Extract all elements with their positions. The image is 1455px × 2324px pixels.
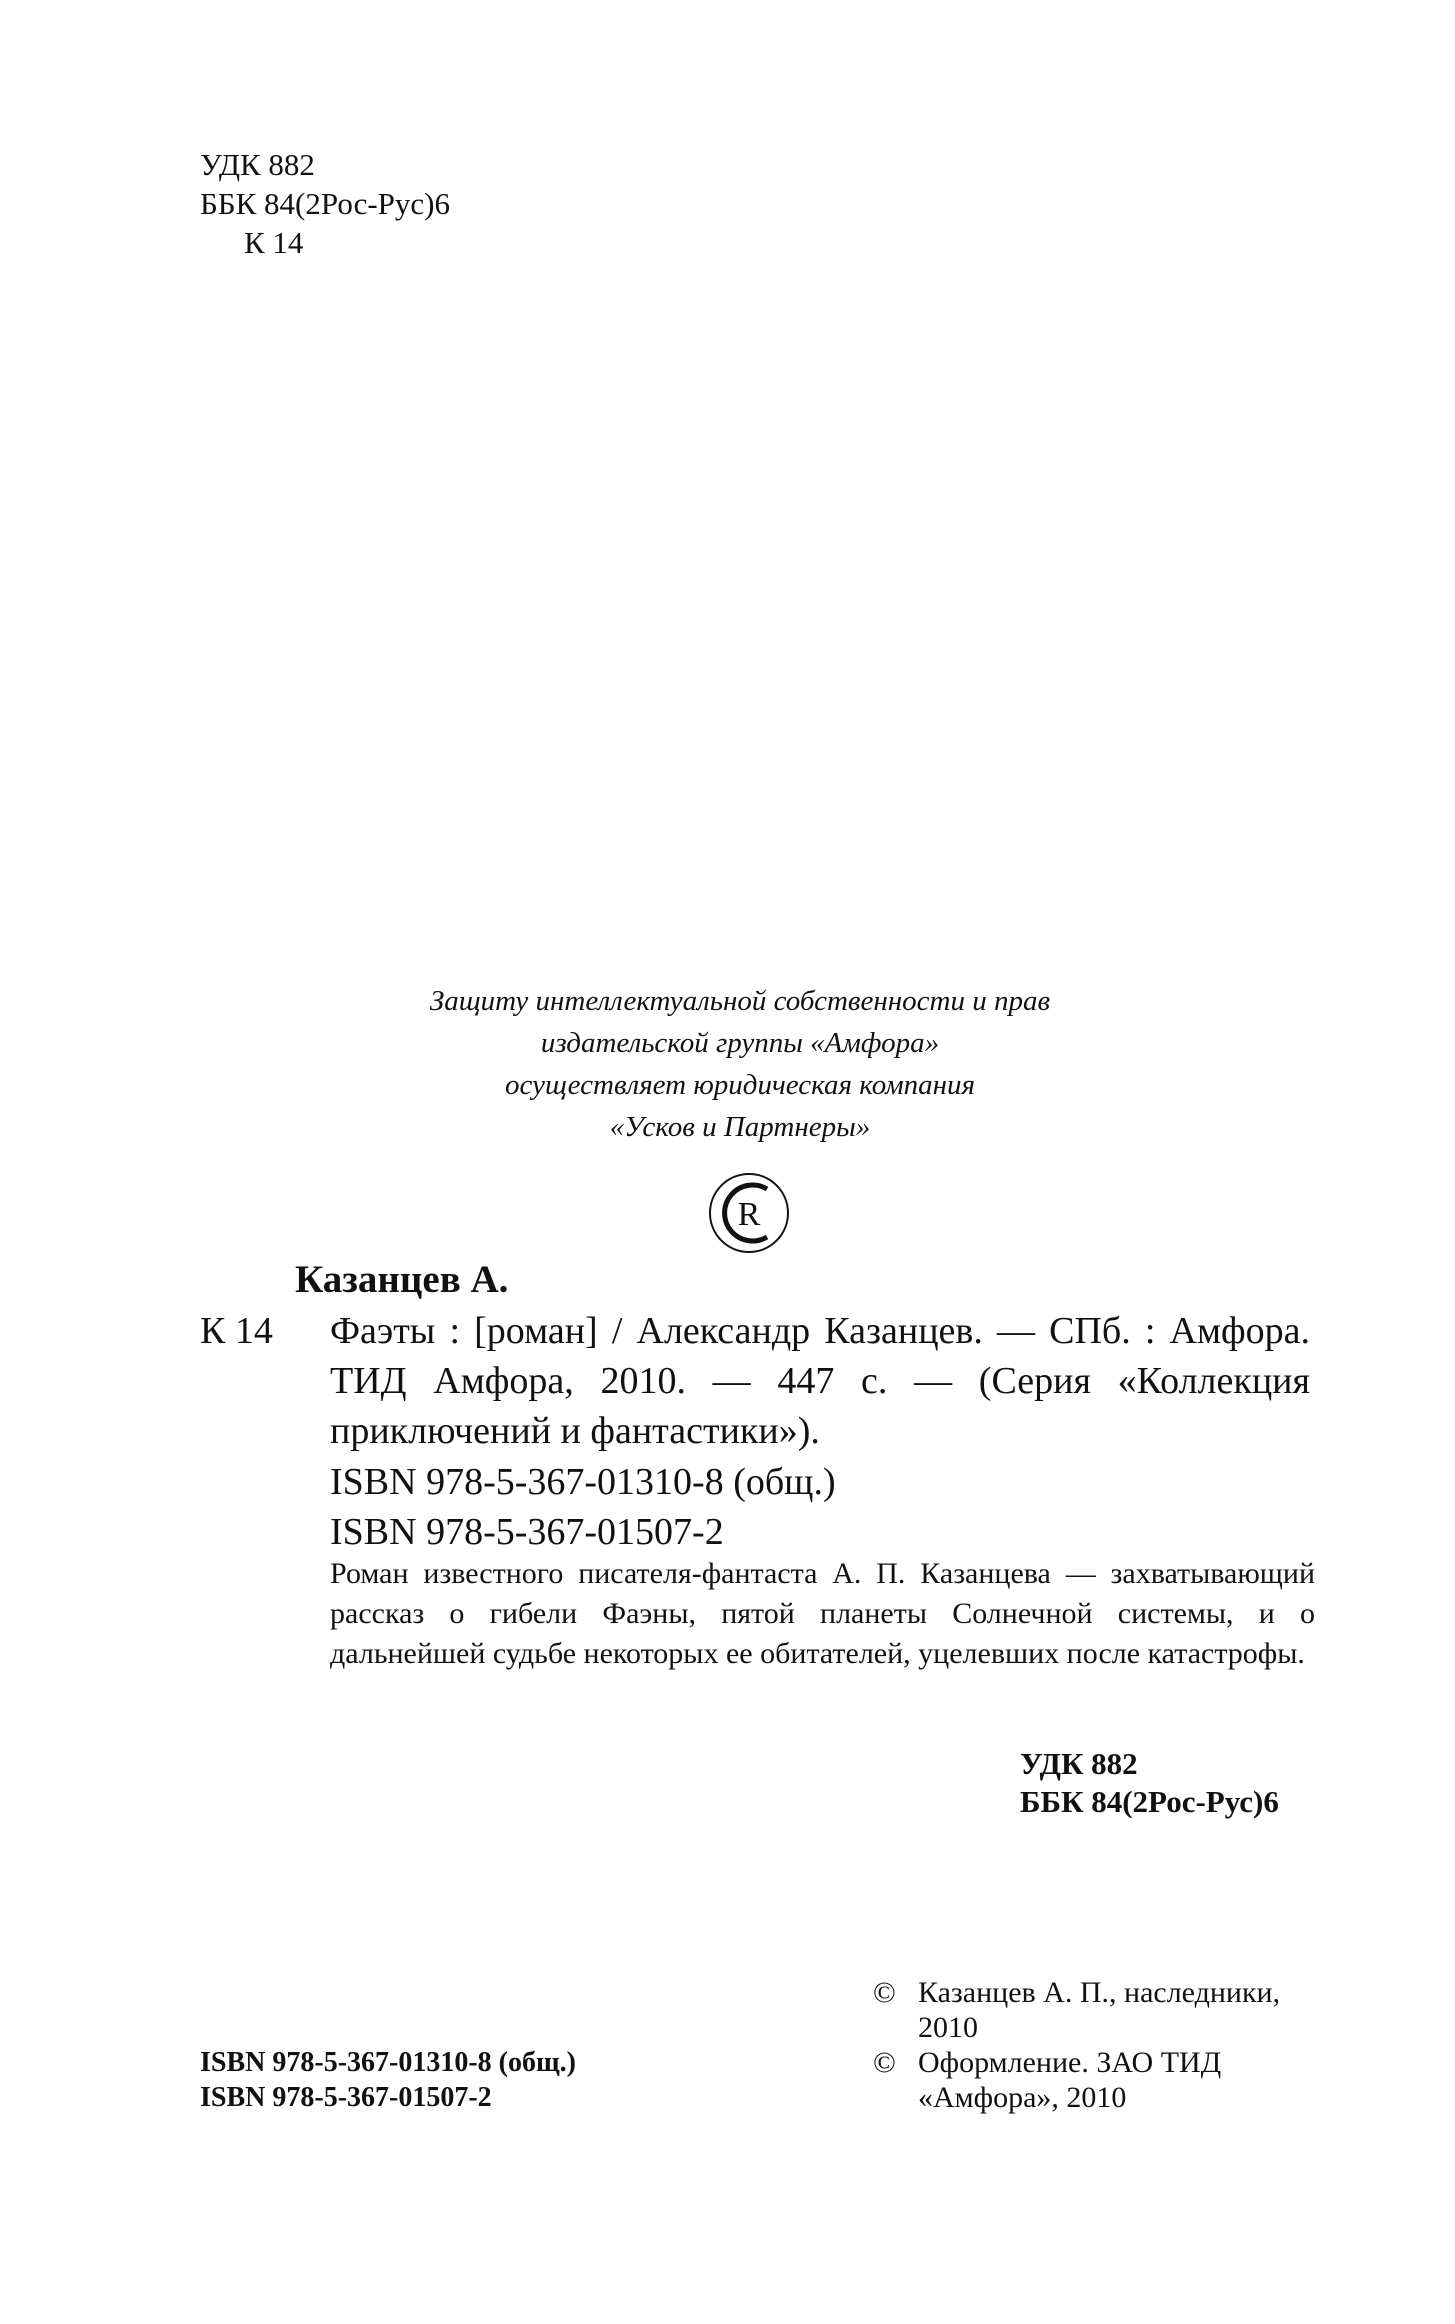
classification-top xyxy=(200,145,450,262)
legal-line-2: издательской группы «Амфора» xyxy=(540,1027,940,1059)
legal-line-4: «Усков и Партнеры» xyxy=(609,1111,871,1143)
footer-isbn-volume: ISBN 978-5-367-01507-2 xyxy=(200,2082,492,2113)
bbk-code-bottom: ББК 84(2Рос-Рус)6 xyxy=(1020,1784,1279,1819)
footer-isbn-general: ISBN 978-5-367-01310-8 (общ.) xyxy=(200,2047,576,2078)
copyright-block xyxy=(873,1975,1323,2115)
copyright-symbol: © xyxy=(873,1976,896,2009)
footer-isbn xyxy=(200,2045,576,2115)
udk-code-bottom: УДК 882 xyxy=(1020,1746,1138,1781)
isbn-list xyxy=(330,1457,836,1557)
author-heading: Казанцев А. xyxy=(295,1258,509,1301)
legal-line-3: осуществляет юридическая компания xyxy=(505,1069,975,1101)
copyright-author-text: Казанцев А. П., наследники, 2010 xyxy=(918,1976,1281,2044)
catalog-code: К 14 xyxy=(200,1310,273,1352)
author-mark: К 14 xyxy=(244,225,304,260)
copyright-author xyxy=(873,1975,1323,2045)
udk-code: УДК 882 xyxy=(200,147,315,182)
annotation: Роман известного писателя-фантаста А. П. Казанцева — захватывающий рассказ о гибели Фаэны, пятой планеты Солнечной системы, и о дальнейшей судьбе некоторых ее обитателей, уцелевших после катастрофы. xyxy=(330,1557,1315,1670)
copyright-design-text: Оформление. ЗАО ТИД «Амфора», 2010 xyxy=(918,2046,1222,2114)
isbn-general: ISBN 978-5-367-01310-8 (общ.) xyxy=(330,1461,836,1503)
legal-line-1: Защиту интеллектуальной собственности и прав xyxy=(429,985,1051,1017)
copyright-symbol: © xyxy=(873,2046,896,2079)
bibliographic-description: Фаэты : [роман] / Александр Казанцев. — СПб. : Амфора. ТИД Амфора, 2010. — 447 с. — (Серия «Коллекция приключений и фантастики»). xyxy=(330,1310,1310,1452)
legal-notice xyxy=(340,980,1140,1148)
bbk-code: ББК 84(2Рос-Рус)6 xyxy=(200,186,450,221)
classification-bottom xyxy=(1020,1745,1279,1821)
svg-text:R: R xyxy=(737,1196,761,1233)
copyright-r-seal-icon xyxy=(707,1171,791,1255)
copyright-design xyxy=(873,2045,1323,2115)
isbn-volume: ISBN 978-5-367-01507-2 xyxy=(330,1511,724,1553)
